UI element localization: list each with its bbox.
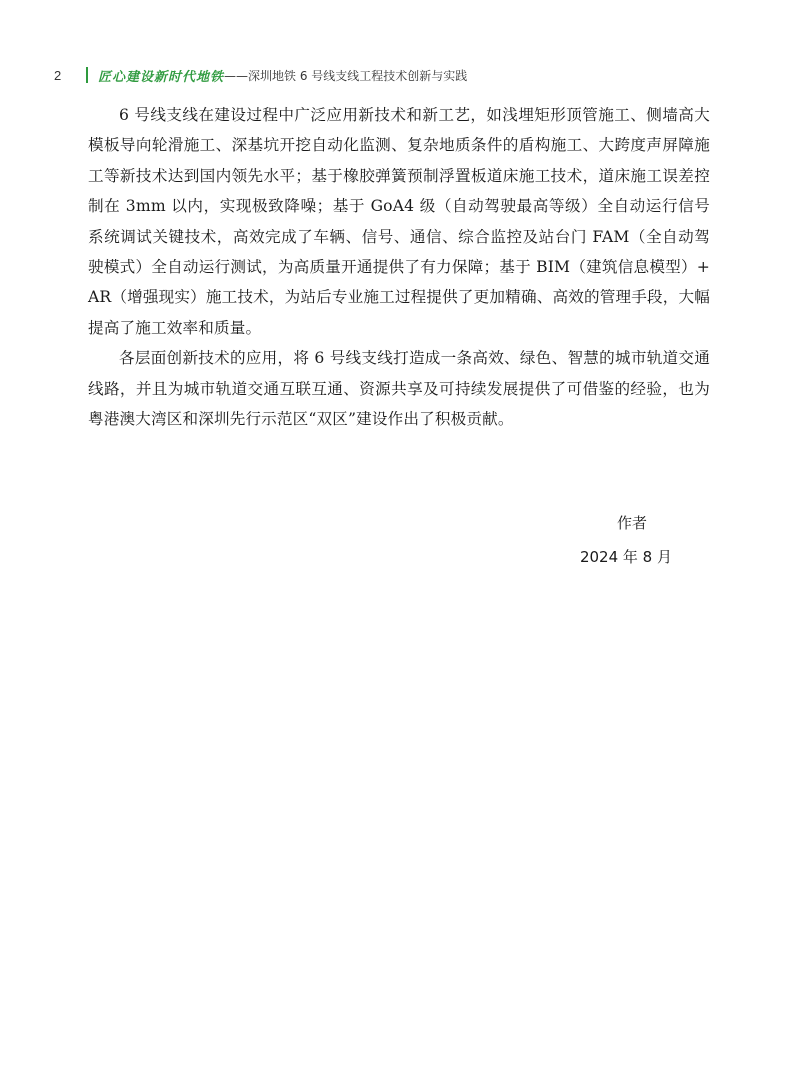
book-title: 匠心建设新时代地铁 (98, 69, 225, 85)
signature-date: 2024 年 8 月 (579, 548, 672, 566)
paragraph-1: 6 号线支线在建设过程中广泛应用新技术和新工艺，如浅埋矩形顶管施工、侧墙高大模板导向轮滑施工、深基坑开挖自动化监测、复杂地质条件的盾构施工、大跨度声屏障施工等新技术达到国内领先水平；基于橡胶弹簧预制浮置板道床施工技术，道床施工误差控制在 3mm 以内，实现极致降噪；基于 GoA4 级（自动驾驶最高等级）全自动运行信号系统调试关键技术，高效完成了车辆、信号、通信、综合监控及站台门 FAM（全自动驾驶模式）全自动运行测试，为高质量开通提供了有力保障；基于 BIM（建筑信息模型）+ AR（增强现实）施工技术，为站后专业施工过程提供了更加精确、高效的管理手段，大幅提高了施工效率和质量。 (88, 106, 710, 337)
paragraph-2: 各层面创新技术的应用，将 6 号线支线打造成一条高效、绿色、智慧的城市轨道交通线路，并且为城市轨道交通互联互通、资源共享及可持续发展提供了可借鉴的经验，也为粤港澳大湾区和深圳先行示范区“双区”建设作出了积极贡献。 (88, 349, 710, 429)
header-divider-bar (86, 67, 88, 83)
preface-body (88, 100, 710, 434)
page-number: 2 (54, 67, 62, 83)
signature-author: 作者 (616, 514, 647, 532)
running-header (54, 64, 467, 86)
book-subtitle: ——深圳地铁 6 号线支线工程技术创新与实践 (224, 68, 468, 83)
